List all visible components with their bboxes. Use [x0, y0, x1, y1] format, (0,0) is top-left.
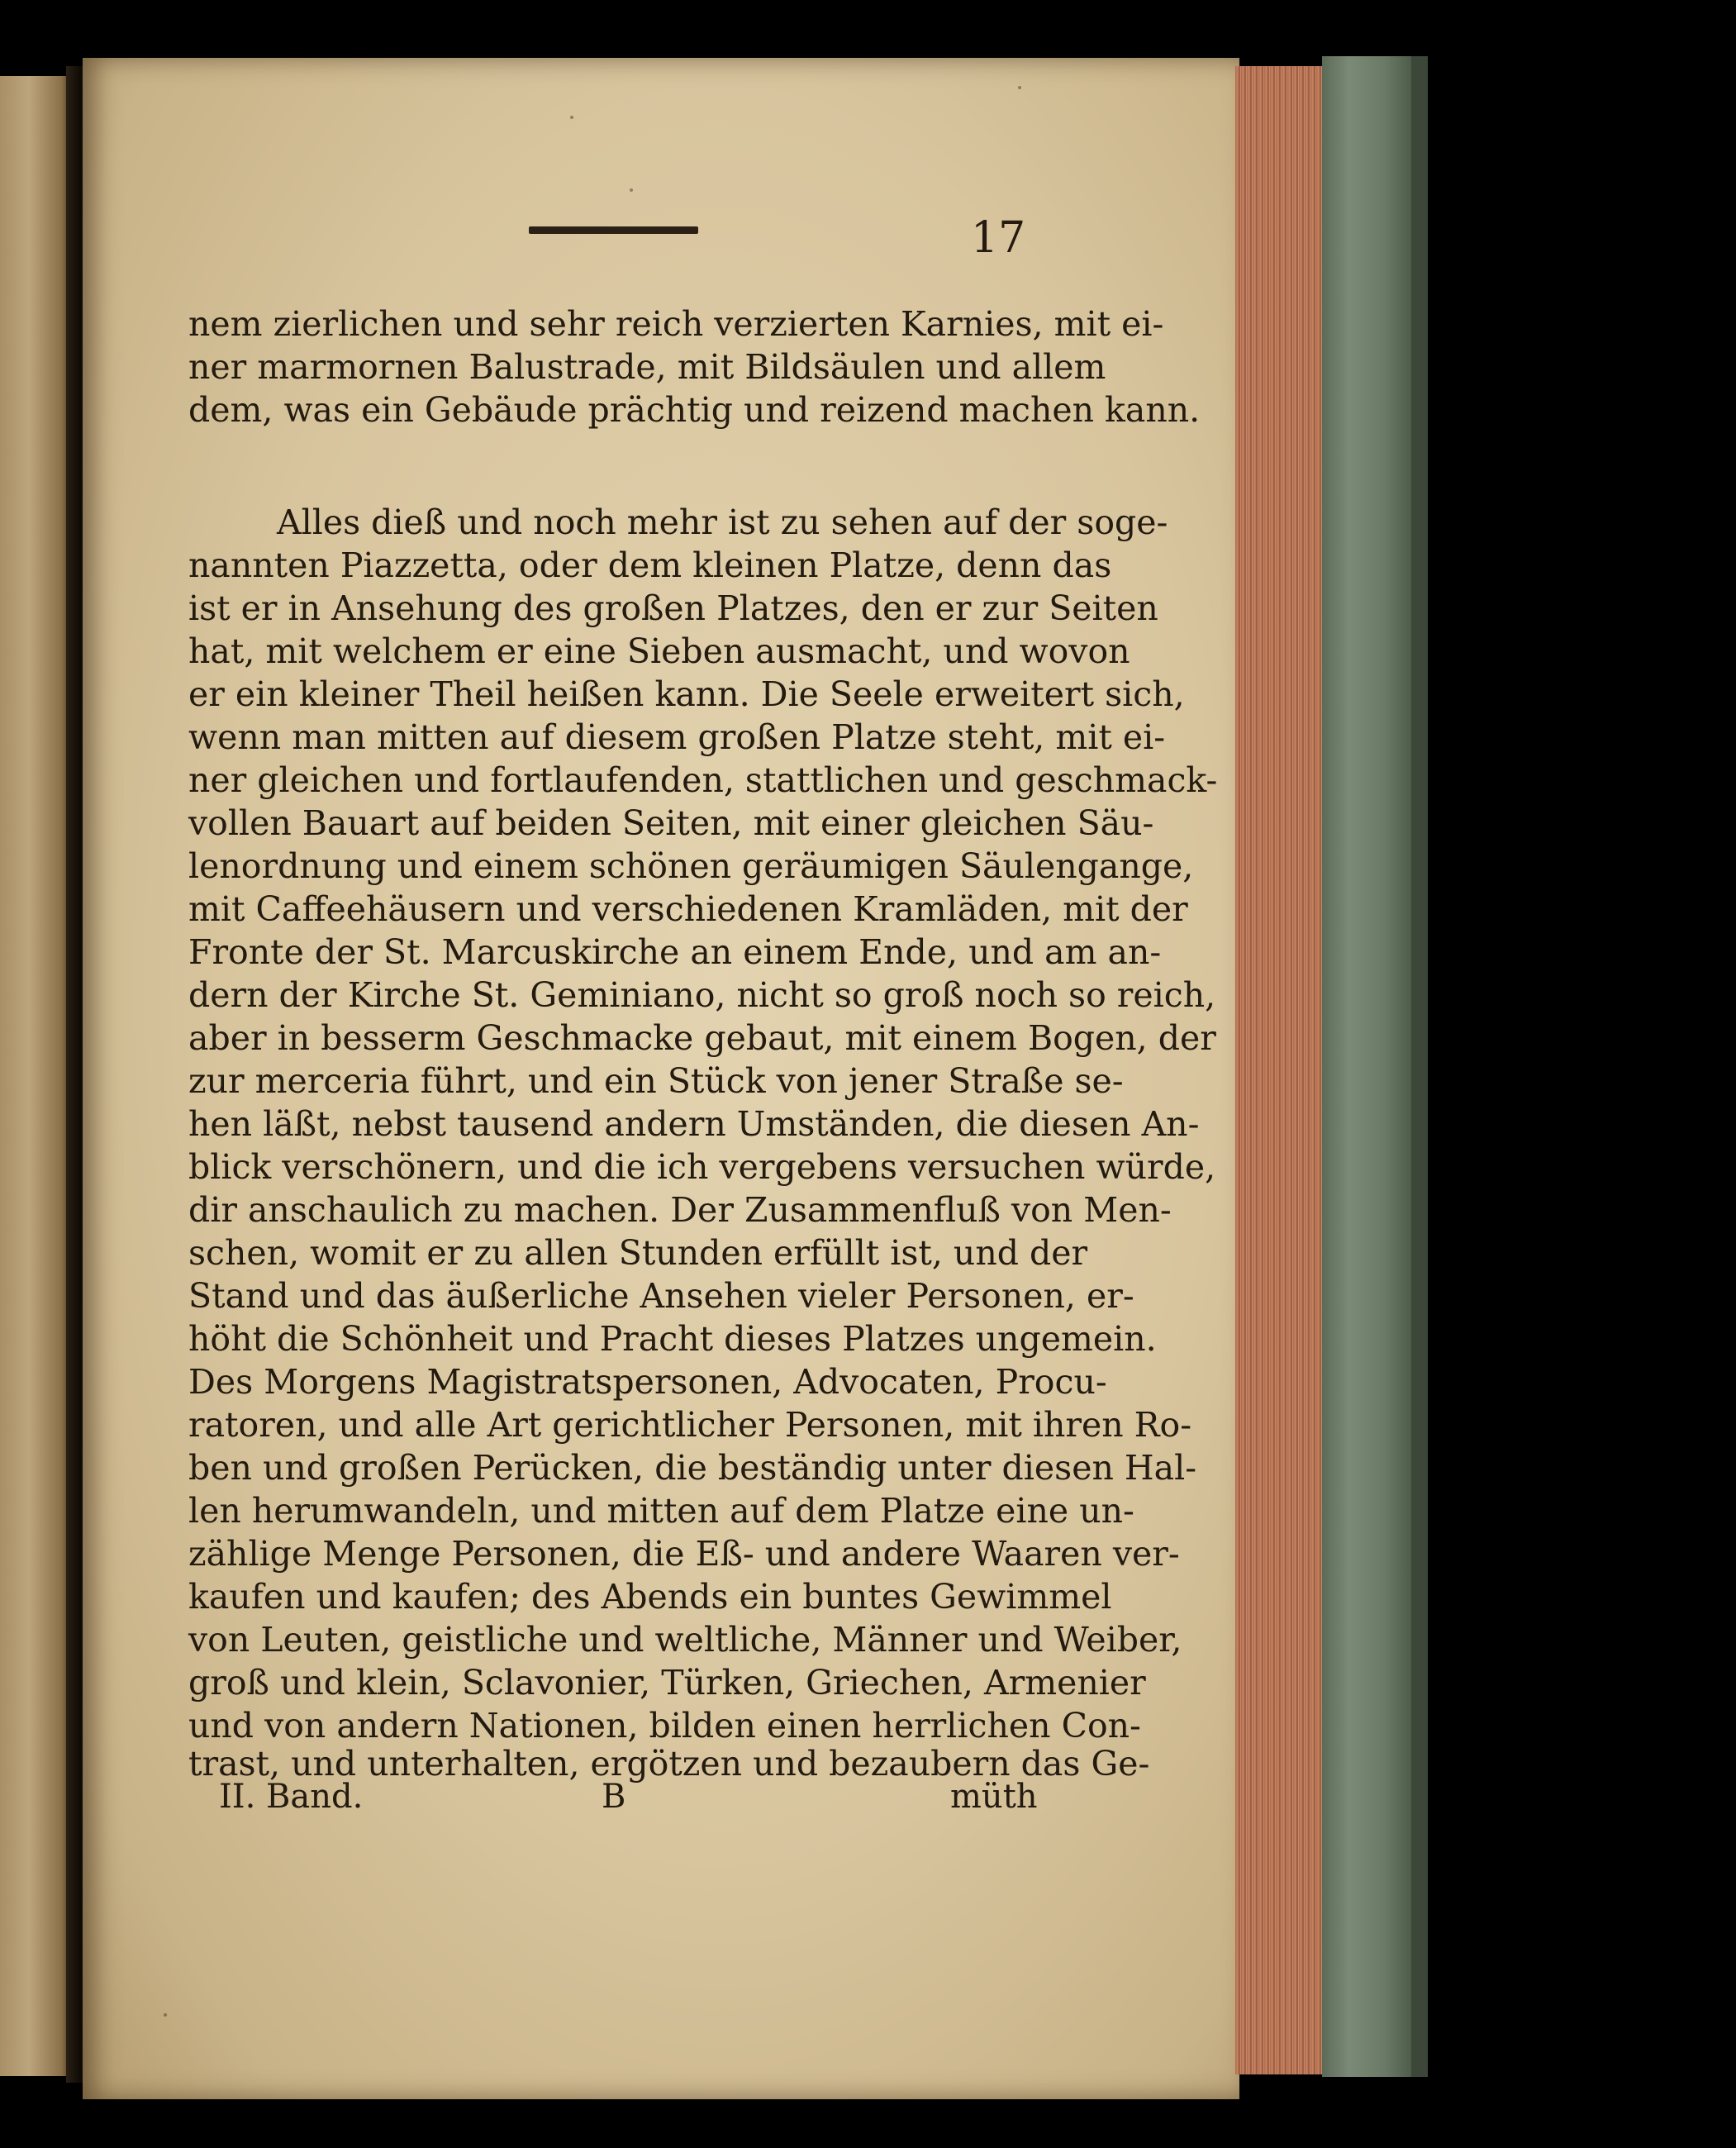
text-line: len herumwandeln, und mitten auf dem Platze eine un-: [188, 1491, 1134, 1531]
text-line: trast, und unterhalten, ergötzen und bezaubern das Ge-: [188, 1744, 1150, 1784]
header-rule: [529, 226, 698, 234]
signature-mark: II. Band.: [219, 1778, 364, 1816]
text-line: zählige Menge Personen, die Eß- und andere Waaren ver-: [188, 1534, 1180, 1574]
text-line: wenn man mitten auf diesem großen Platze steht, mit ei-: [188, 717, 1166, 757]
page-number: 17: [971, 213, 1026, 263]
text-line: blick verschönern, und die ich vergebens versuchen würde,: [188, 1147, 1216, 1187]
text-line: ratoren, und alle Art gerichtlicher Personen, mit ihren Ro-: [188, 1405, 1192, 1445]
text-line: ner marmornen Balustrade, mit Bildsäulen und allem: [188, 347, 1106, 387]
text-line: Des Morgens Magistratspersonen, Advocaten, Procu-: [188, 1362, 1107, 1402]
text-line: und von andern Nationen, bilden einen herrlichen Con-: [188, 1706, 1141, 1746]
text-line: zur merceria führt, und ein Stück von jener Straße se-: [188, 1061, 1124, 1101]
text-line: dir anschaulich zu machen. Der Zusammenfluß von Men-: [188, 1190, 1172, 1230]
paper-speck: [630, 188, 633, 192]
text-line: lenordnung und einem schönen geräumigen Säulengange,: [188, 846, 1194, 886]
text-line: nem zierlichen und sehr reich verzierten Karnies, mit ei-: [188, 304, 1164, 344]
text-line: nannten Piazzetta, oder dem kleinen Platze, denn das: [188, 545, 1112, 585]
text-line: er ein kleiner Theil heißen kann. Die Seele erweitert sich,: [188, 674, 1185, 714]
paper-speck: [570, 116, 573, 119]
text-line: aber in besserm Geschmacke gebaut, mit einem Bogen, der: [188, 1018, 1216, 1058]
text-line: höht die Schönheit und Pracht dieses Platzes ungemein.: [188, 1319, 1157, 1359]
text-line: Fronte der St. Marcuskirche an einem Ende, und am an-: [188, 932, 1162, 972]
text-line: ner gleichen und fortlaufenden, stattlichen und geschmack-: [188, 760, 1218, 800]
text-line: dern der Kirche St. Geminiano, nicht so groß noch so reich,: [188, 975, 1216, 1015]
text-line: mit Caffeehäusern und verschiedenen Kramläden, mit der: [188, 889, 1188, 929]
text-line: vollen Bauart auf beiden Seiten, mit einer gleichen Säu-: [188, 803, 1154, 843]
text-line: ben und großen Perücken, die beständig unter diesen Hal-: [188, 1448, 1197, 1488]
text-line: groß und klein, Sclavonier, Türken, Griechen, Armenier: [188, 1663, 1146, 1703]
paper-speck: [1018, 86, 1021, 89]
text-line: Alles dieß und noch mehr ist zu sehen auf der soge-: [277, 502, 1168, 542]
text-line: dem, was ein Gebäude prächtig und reizend machen kann.: [188, 390, 1201, 430]
text-line: schen, womit er zu allen Stunden erfüllt ist, und der: [188, 1233, 1088, 1273]
text-line: hen läßt, nebst tausend andern Umständen, die diesen An-: [188, 1104, 1200, 1144]
text-line: hat, mit welchem er eine Sieben ausmacht, und wovon: [188, 631, 1130, 671]
text-line: Stand und das äußerliche Ansehen vieler Personen, er-: [188, 1276, 1134, 1316]
paper-speck: [164, 2013, 167, 2017]
text-line: ist er in Ansehung des großen Platzes, den er zur Seiten: [188, 588, 1158, 628]
text-line: von Leuten, geistliche und weltliche, Männer und Weiber,: [188, 1620, 1182, 1660]
text-line: kaufen und kaufen; des Abends ein buntes Gewimmel: [188, 1577, 1112, 1617]
catchword: müth: [950, 1778, 1038, 1816]
gathering-mark: B: [602, 1778, 626, 1816]
